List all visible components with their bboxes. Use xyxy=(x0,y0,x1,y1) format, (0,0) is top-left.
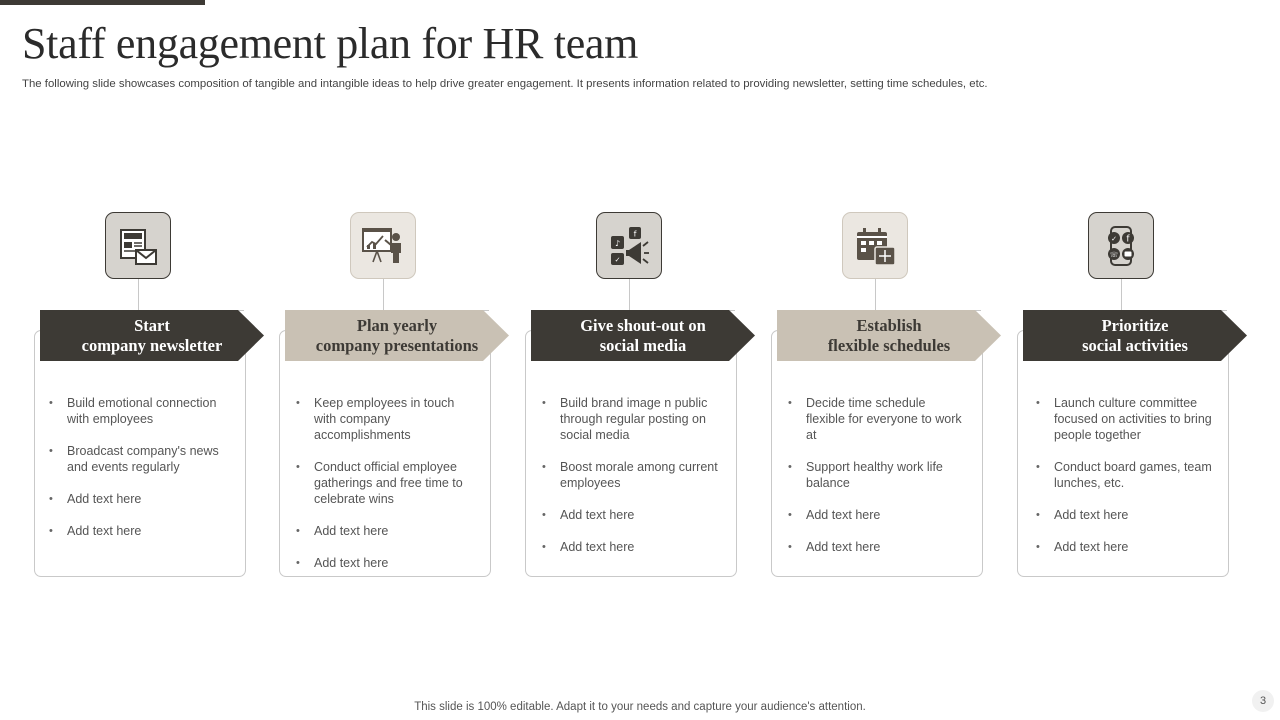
column-social-media xyxy=(525,212,775,582)
bullet-item: • Add text here xyxy=(49,523,227,539)
svg-text:f: f xyxy=(1126,234,1130,244)
svg-text:♪: ♪ xyxy=(614,238,621,248)
heading-banner xyxy=(1023,310,1247,361)
svg-text:✓: ✓ xyxy=(1111,234,1117,243)
column-newsletter xyxy=(34,212,284,582)
bullet-item: • Keep employees in touch with company accomplishments xyxy=(296,395,474,443)
bullet-item: • Launch culture committee focused on activities to bring people together xyxy=(1036,395,1214,443)
bullet-item: • Add text here xyxy=(1036,539,1214,555)
bullet-item: • Build emotional connection with employees xyxy=(49,395,227,427)
slide-title: Staff engagement plan for HR team xyxy=(22,19,639,68)
heading-text: Plan yearly company presentations xyxy=(315,315,479,355)
column-presentations xyxy=(279,212,529,582)
connector-line xyxy=(629,279,735,311)
heading-text: Start company newsletter xyxy=(81,315,223,355)
bullet-item: • Add text here xyxy=(1036,507,1214,523)
slide-footer: This slide is 100% editable. Adapt it to your needs and capture your audience's attention. xyxy=(414,701,866,713)
heading-banner xyxy=(285,310,509,361)
connector-line xyxy=(383,279,489,311)
bullet-item: • Add text here xyxy=(542,539,720,555)
heading-banner xyxy=(40,310,264,361)
content-card xyxy=(1017,330,1229,577)
content-card xyxy=(771,330,983,577)
bullet-item: • Add text here xyxy=(788,507,966,523)
connector-line xyxy=(1121,279,1227,311)
page-number: 3 xyxy=(1252,690,1274,712)
bullet-item: • Boost morale among current employees xyxy=(542,459,720,491)
bullet-item: • Broadcast company's news and events regularly xyxy=(49,443,227,475)
connector-line xyxy=(875,279,981,311)
bullet-item: • Add text here xyxy=(788,539,966,555)
content-card xyxy=(525,330,737,577)
bullet-item: • Add text here xyxy=(296,555,474,571)
column-social-activities xyxy=(1017,212,1267,582)
heading-text: Establish flexible schedules xyxy=(827,315,951,355)
top-accent-bar xyxy=(0,0,205,5)
column-schedules xyxy=(771,212,1021,582)
bullet-item: • Conduct board games, team lunches, etc. xyxy=(1036,459,1214,491)
bullet-item: • Support healthy work life balance xyxy=(788,459,966,491)
newsletter-icon xyxy=(105,212,171,279)
social-network-phone-icon xyxy=(1088,212,1154,279)
calendar-schedule-icon xyxy=(842,212,908,279)
svg-text:✓: ✓ xyxy=(614,255,621,264)
heading-text: Give shout-out on social media xyxy=(580,315,706,355)
connector-line xyxy=(138,279,244,311)
slide-subtitle: The following slide showcases composition of tangible and intangible ideas to help drive greater engagement. It presents information related to providing newsletter, setting time schedules, etc. xyxy=(22,78,988,90)
social-shoutout-icon xyxy=(596,212,662,279)
bullet-item: • Conduct official employee gatherings and free time to celebrate wins xyxy=(296,459,474,507)
content-card xyxy=(34,330,246,577)
bullet-item: • Add text here xyxy=(296,523,474,539)
bullet-item: • Add text here xyxy=(542,507,720,523)
content-card xyxy=(279,330,491,577)
heading-banner xyxy=(777,310,1001,361)
bullet-item: • Decide time schedule flexible for everyone to work at xyxy=(788,395,966,443)
svg-text:☏: ☏ xyxy=(1109,250,1119,259)
svg-text:f: f xyxy=(633,229,637,238)
presentation-icon xyxy=(350,212,416,279)
bullet-item: • Add text here xyxy=(49,491,227,507)
bullet-item: • Build brand image n public through regular posting on social media xyxy=(542,395,720,443)
heading-banner xyxy=(531,310,755,361)
heading-text: Prioritize social activities xyxy=(1082,315,1188,355)
